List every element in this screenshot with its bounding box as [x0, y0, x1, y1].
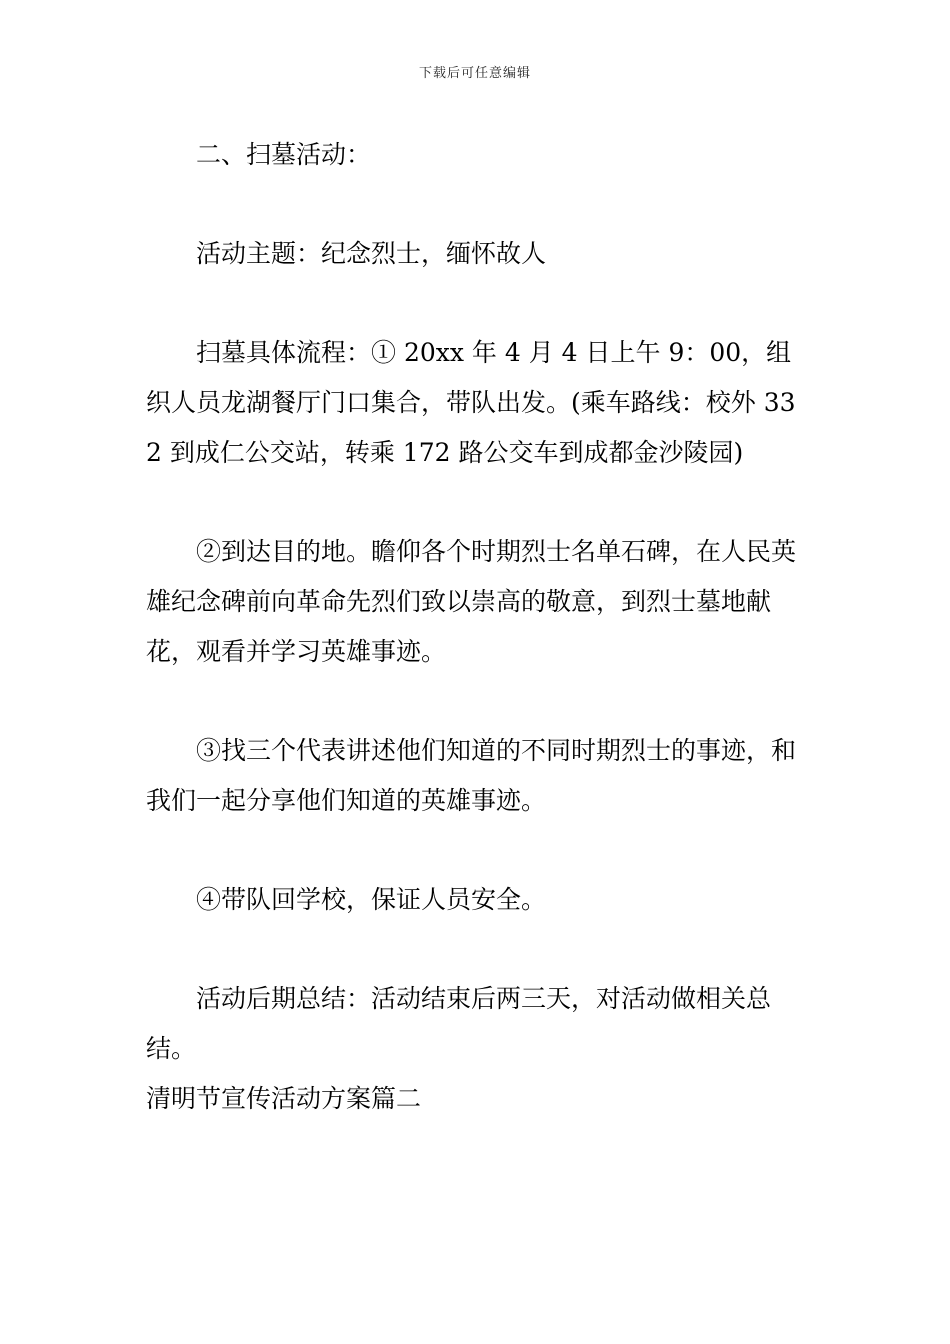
- section-title: 清明节宣传活动方案篇二: [146, 1084, 422, 1113]
- paragraph-activity-theme: 活动主题：纪念烈士，缅怀故人: [196, 239, 547, 268]
- paragraph-process-step-3: ③找三个代表讲述他们知道的不同时期烈士的事迹，和我们一起分享他们知道的英雄事迹。: [146, 736, 797, 815]
- paragraph-section-heading: 二、扫墓活动：: [196, 140, 372, 169]
- page-header-note: 下载后可任意编辑: [418, 66, 531, 81]
- paragraph-summary: 活动后期总结：活动结束后两三天，对活动做相关总结。: [146, 984, 772, 1063]
- paragraph-process-step-1: 扫墓具体流程：① 20xx 年 4 月 4 日上午 9：00，组织人员龙湖餐厅门口集合，带队出发。(乘车路线：校外 332 到成仁公交站，转乘 172 路公交车到成都金沙陵园): [146, 338, 796, 467]
- paragraph-process-step-4: ④带队回学校，保证人员安全。: [196, 885, 547, 914]
- paragraph-process-step-2: ②到达目的地。瞻仰各个时期烈士名单石碑，在人民英雄纪念碑前向革命先烈们致以崇高的敬意，到烈士墓地献花，观看并学习英雄事迹。: [146, 537, 797, 666]
- document-body: [146, 130, 810, 1124]
